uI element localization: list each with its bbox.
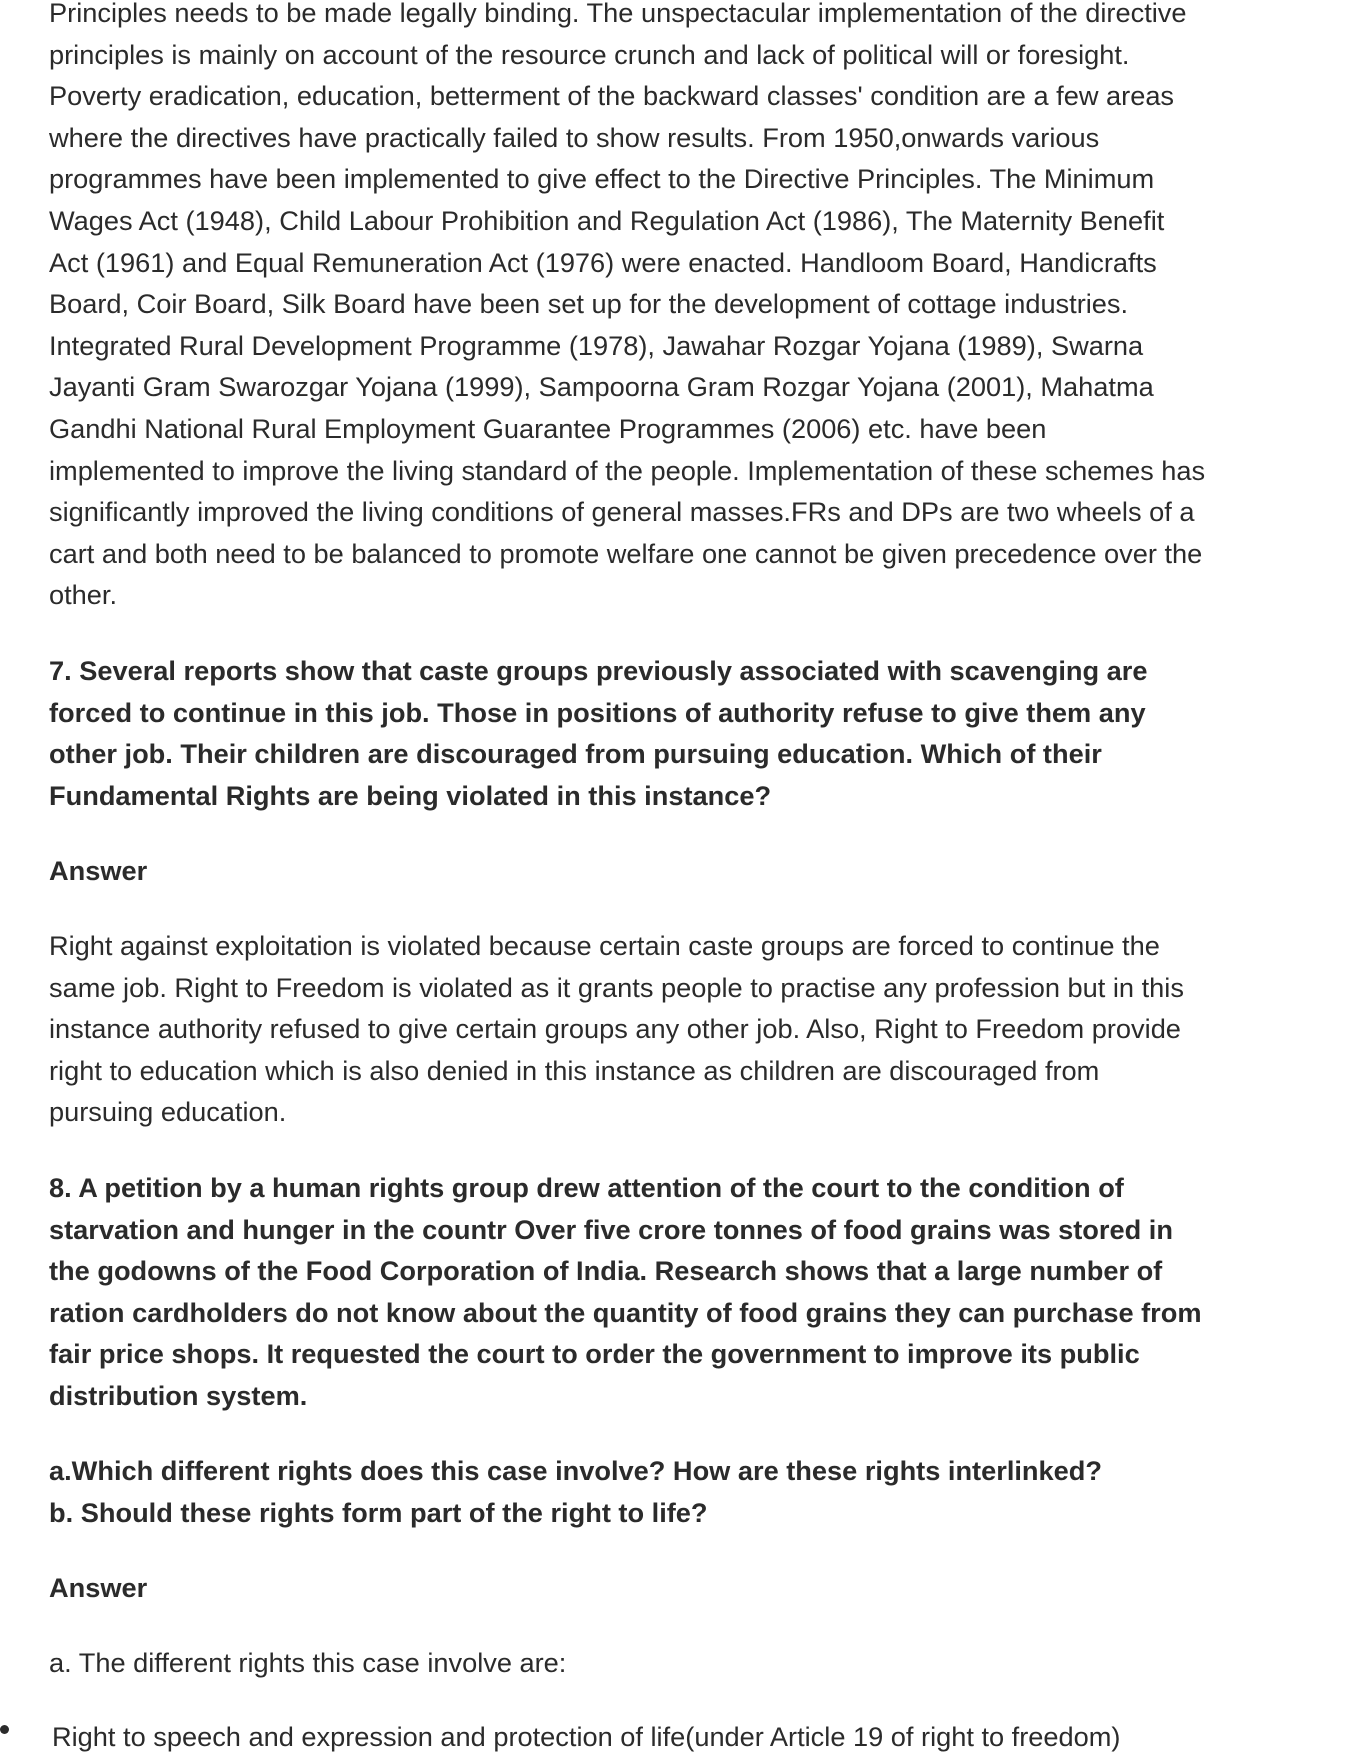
text-line: right to education which is also denied in this instance as children are discouraged from bbox=[49, 1054, 1100, 1086]
text-line: starvation and hunger in the countr Over five crore tonnes of food grains was stored in bbox=[49, 1213, 1173, 1245]
question-8 bbox=[49, 1167, 1346, 1417]
bullet-icon bbox=[0, 1725, 9, 1734]
text-line: Board, Coir Board, Silk Board have been set up for the development of cottage industries. bbox=[49, 288, 1129, 320]
text-line: ration cardholders do not know about the quantity of food grains they can purchase from bbox=[49, 1296, 1202, 1328]
question-7 bbox=[49, 650, 1346, 816]
text-line: cart and both need to be balanced to promote welfare one cannot be given precedence over the bbox=[49, 537, 1203, 569]
text-line: Fundamental Rights are being violated in this instance? bbox=[49, 779, 772, 811]
text-line: implemented to improve the living standard of the people. Implementation of these schemes has bbox=[49, 454, 1206, 486]
text-line: Right against exploitation is violated because certain caste groups are forced to continue the bbox=[49, 930, 1160, 961]
text-line: programmes have been implemented to give effect to the Directive Principles. The Minimum bbox=[49, 163, 1155, 195]
text-line: forced to continue in this job. Those in positions of authority refuse to give them any bbox=[49, 696, 1146, 728]
text-line: the godowns of the Food Corporation of India. Research shows that a large number of bbox=[49, 1255, 1163, 1287]
text-line: other job. Their children are discouraged from pursuing education. Which of their bbox=[49, 738, 1102, 770]
text-line: Wages Act (1948), Child Labour Prohibition and Regulation Act (1986), The Maternity Benefit bbox=[49, 204, 1165, 236]
text-line: Integrated Rural Development Programme (1978), Jawahar Rozgar Yojana (1989), Swarna bbox=[49, 329, 1144, 361]
text-line: Act (1961) and Equal Remuneration Act (1976) were enacted. Handloom Board, Handicrafts bbox=[49, 246, 1157, 278]
text-line: instance authority refused to give certain groups any other job. Also, Right to Freedom provide bbox=[49, 1013, 1181, 1045]
text-line: pursuing education. bbox=[49, 1096, 287, 1128]
text-line: a.Which different rights does this case involve? How are these rights interlinked? bbox=[49, 1455, 1102, 1486]
text-line: 7. Several reports show that caste groups previously associated with scavenging are bbox=[49, 655, 1148, 686]
text-line: where the directives have practically failed to show results. From 1950,onwards various bbox=[49, 121, 1100, 153]
question-8-parts bbox=[49, 1450, 1346, 1533]
intro-paragraph bbox=[49, 0, 1346, 616]
text-line: b. Should these rights form part of the right to life? bbox=[49, 1496, 708, 1528]
text-line: other. bbox=[49, 579, 118, 611]
text-line: Jayanti Gram Swarozgar Yojana (1999), Sampoorna Gram Rozgar Yojana (2001), Mahatma bbox=[49, 371, 1154, 403]
text-line: significantly improved the living conditions of general masses.FRs and DPs are two wheels of a bbox=[49, 496, 1195, 528]
text-line: Poverty eradication, education, betterment of the backward classes' condition are a few areas bbox=[49, 80, 1175, 112]
text-line: principles is mainly on account of the resource crunch and lack of political will or foresight. bbox=[49, 38, 1130, 70]
text-line: 8. A petition by a human rights group drew attention of the court to the condition of bbox=[49, 1172, 1124, 1203]
answer-7 bbox=[49, 925, 1346, 1133]
text-line: fair price shops. It requested the court to order the government to improve its public bbox=[49, 1338, 1140, 1370]
text-line: Gandhi National Rural Employment Guarantee Programmes (2006) etc. have been bbox=[49, 412, 1047, 444]
text-line: same job. Right to Freedom is violated as it grants people to practise any profession but in this bbox=[49, 971, 1184, 1003]
answer-7-heading: Answer bbox=[49, 855, 148, 886]
list-item: Right to speech and expression and protection of life(under Article 19 of right to freedom) bbox=[52, 1721, 1121, 1752]
text-line: distribution system. bbox=[49, 1379, 308, 1411]
answer-8-intro: a. The different rights this case involve are: bbox=[49, 1647, 567, 1678]
answer-8-heading: Answer bbox=[49, 1572, 148, 1603]
text-line: Principles needs to be made legally binding. The unspectacular implementation of the directive bbox=[49, 0, 1187, 28]
